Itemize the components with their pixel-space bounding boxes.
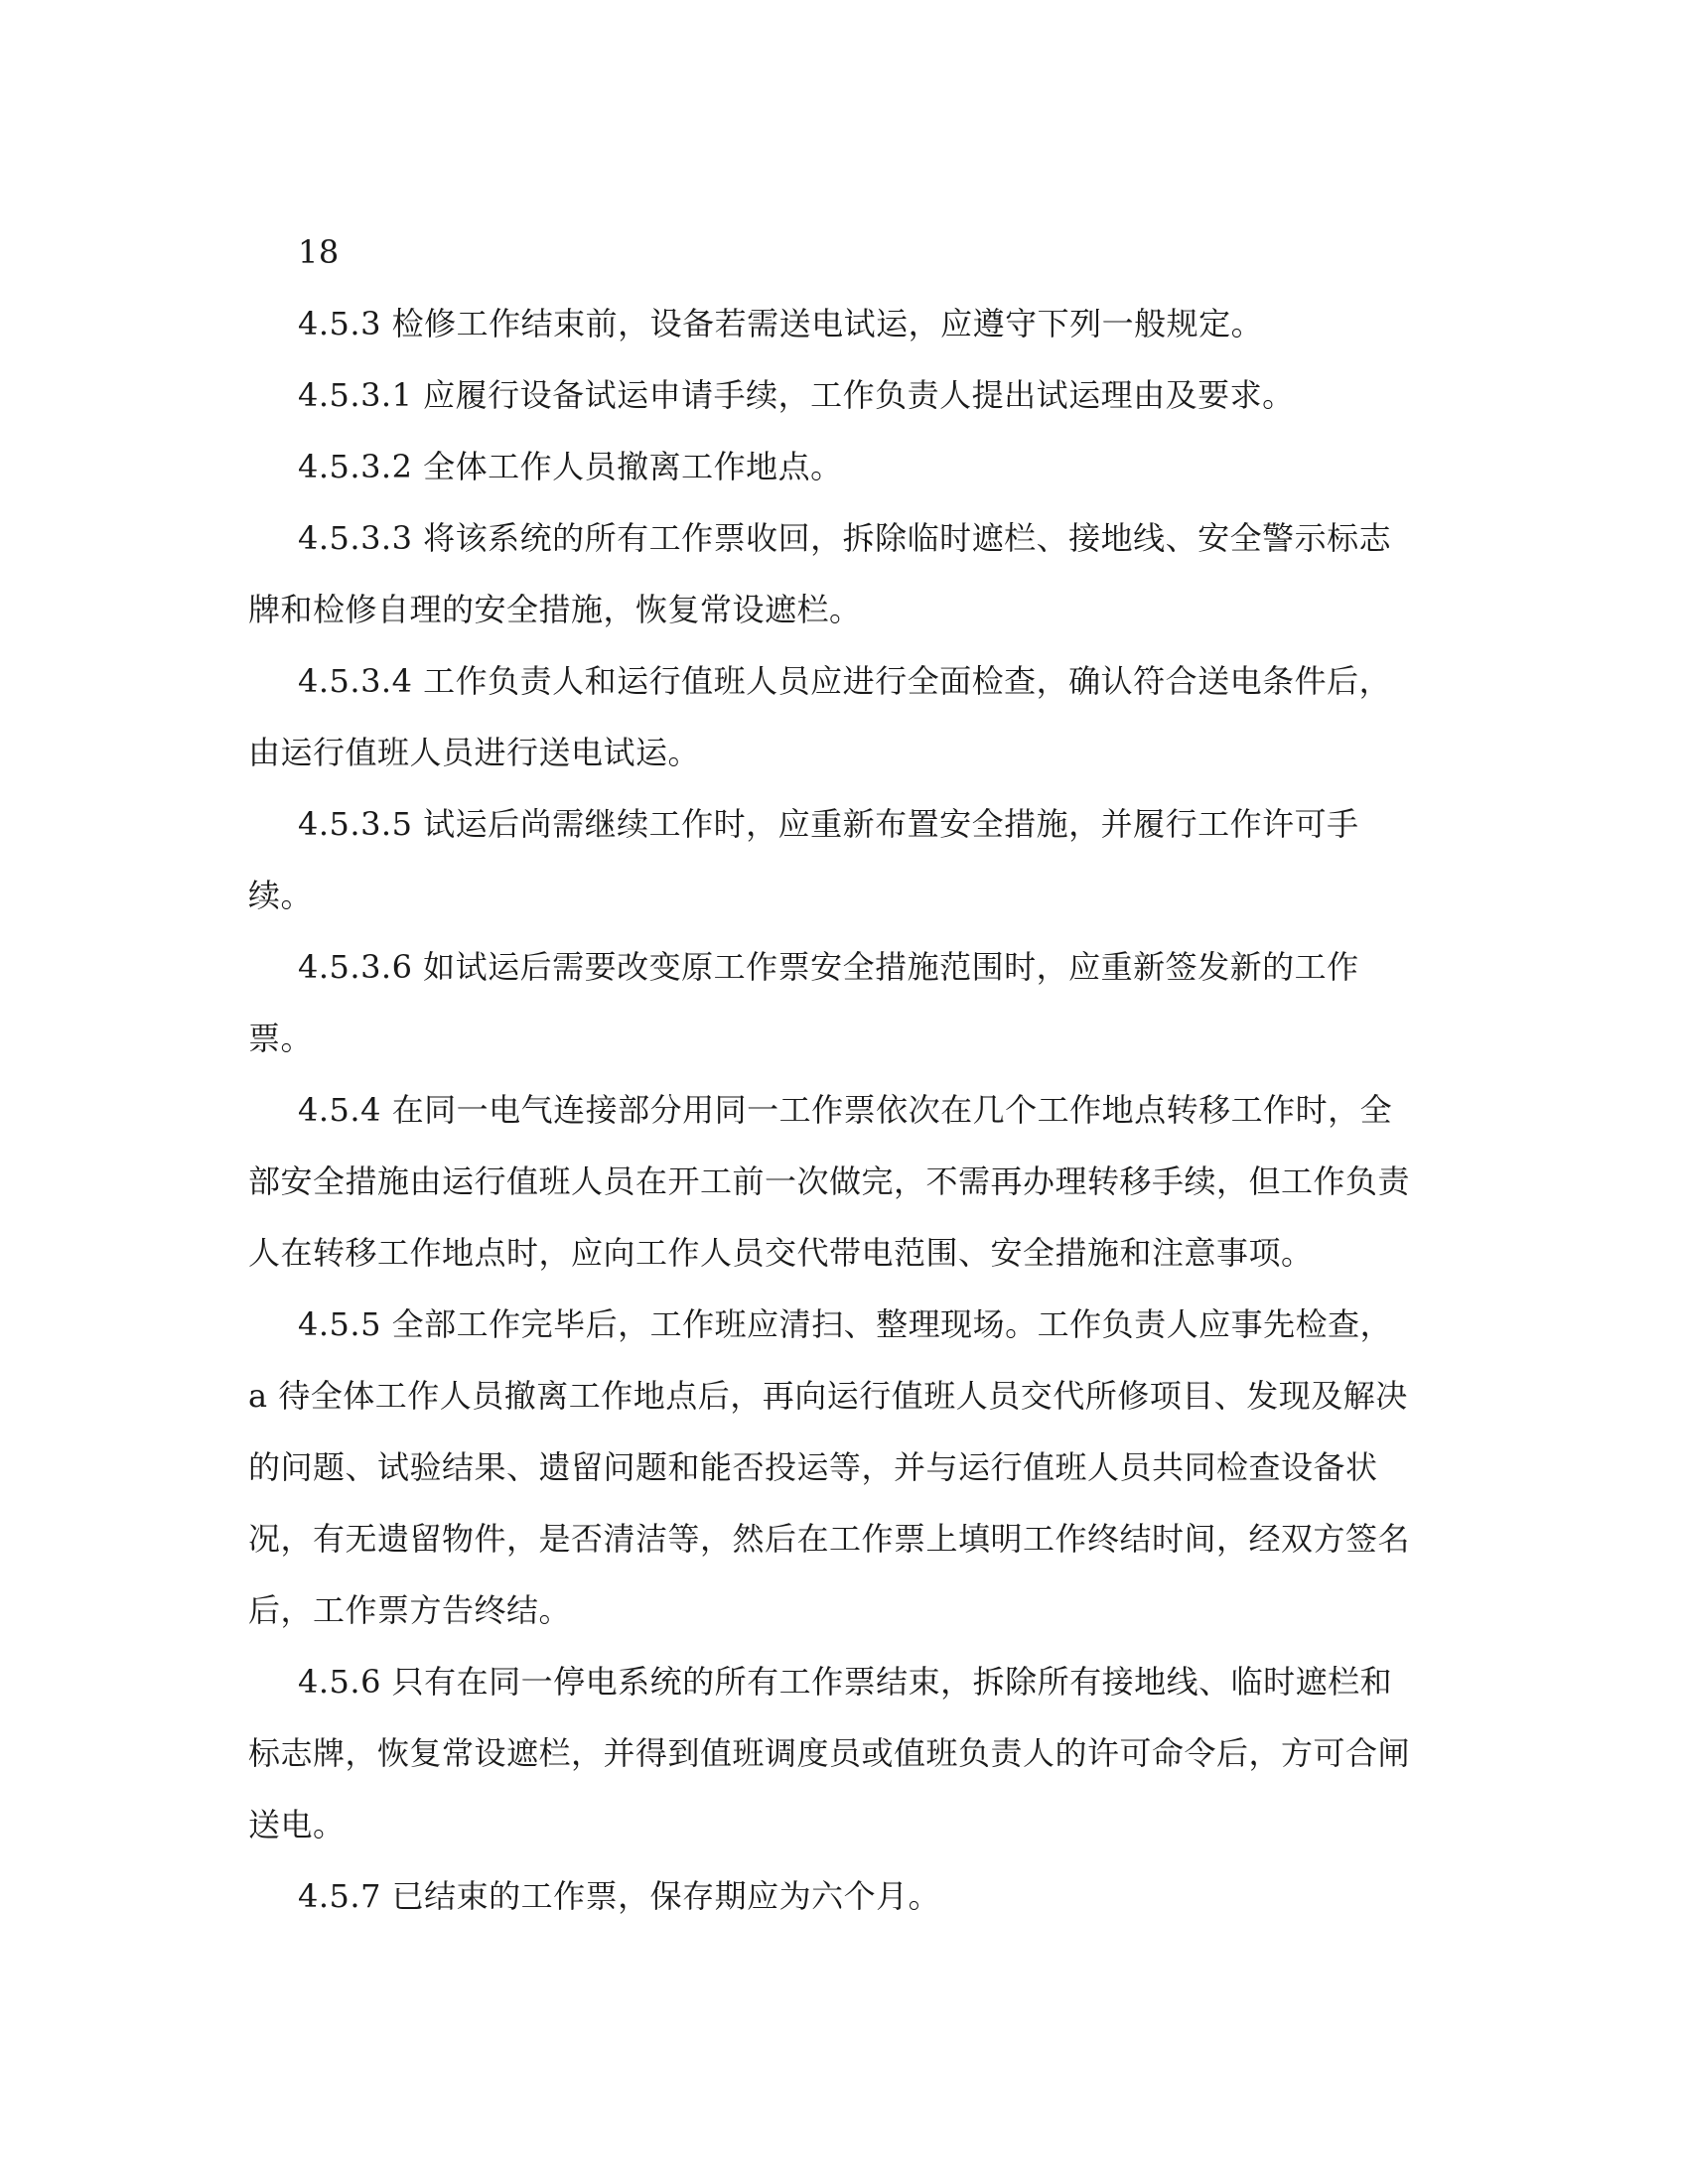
paragraph-line: 的问题、试验结果、遗留问题和能否投运等，并与运行值班人员共同检查设备状 [248, 1448, 1378, 1486]
paragraph-line: 4.5.3.1 应履行设备试运申请手续，工作负责人提出试运理由及要求。 [298, 376, 1295, 414]
paragraph-line: 4.5.7 已结束的工作票，保存期应为六个月。 [298, 1877, 941, 1915]
paragraph-line: 由运行值班人员进行送电试运。 [248, 734, 701, 771]
document-body [248, 216, 1440, 1932]
paragraph-line: 4.5.3.5 试运后尚需继续工作时，应重新布置安全措施，并履行工作许可手 [298, 805, 1359, 843]
paragraph-line: 4.5.3.2 全体工作人员撤离工作地点。 [298, 448, 843, 485]
paragraph-line: 标志牌，恢复常设遮栏，并得到值班调度员或值班负责人的许可命令后，方可合闸 [248, 1734, 1411, 1772]
paragraph-line: 4.5.3.3 将该系统的所有工作票收回，拆除临时遮栏、接地线、安全警示标志 [298, 519, 1392, 557]
paragraph-line: 4.5.3.6 如试运后需要改变原工作票安全措施范围时，应重新签发新的工作 [298, 948, 1359, 986]
paragraph-line: 票。 [248, 1020, 314, 1057]
paragraph-line: 4.5.5 全部工作完毕后，工作班应清扫、整理现场。工作负责人应事先检查， [298, 1305, 1393, 1343]
paragraph-line: 牌和检修自理的安全措施，恢复常设遮栏。 [248, 591, 862, 628]
paragraph-line: 送电。 [248, 1806, 346, 1843]
paragraph-line: 人在转移工作地点时，应向工作人员交代带电范围、安全措施和注意事项。 [248, 1234, 1314, 1272]
paragraph-line: 4.5.4 在同一电气连接部分用同一工作票依次在几个工作地点转移工作时，全 [298, 1091, 1393, 1129]
paragraph-line: 4.5.6 只有在同一停电系统的所有工作票结束，拆除所有接地线、临时遮栏和 [298, 1663, 1393, 1701]
paragraph-line: 4.5.3 检修工作结束前，设备若需送电试运，应遵守下列一般规定。 [298, 305, 1264, 342]
paragraph-line: a 待全体工作人员撤离工作地点后，再向运行值班人员交代所修项目、发现及解决 [248, 1377, 1408, 1415]
paragraph-line: 况，有无遗留物件，是否清洁等，然后在工作票上填明工作终结时间，经双方签名 [248, 1520, 1411, 1558]
page-number: 18 [298, 233, 340, 271]
paragraph-line: 后，工作票方告终结。 [248, 1591, 572, 1629]
paragraph-line: 续。 [248, 877, 314, 914]
paragraph-line: 部安全措施由运行值班人员在开工前一次做完，不需再办理转移手续，但工作负责 [248, 1162, 1411, 1200]
paragraph-line: 4.5.3.4 工作负责人和运行值班人员应进行全面检查，确认符合送电条件后， [298, 662, 1392, 700]
